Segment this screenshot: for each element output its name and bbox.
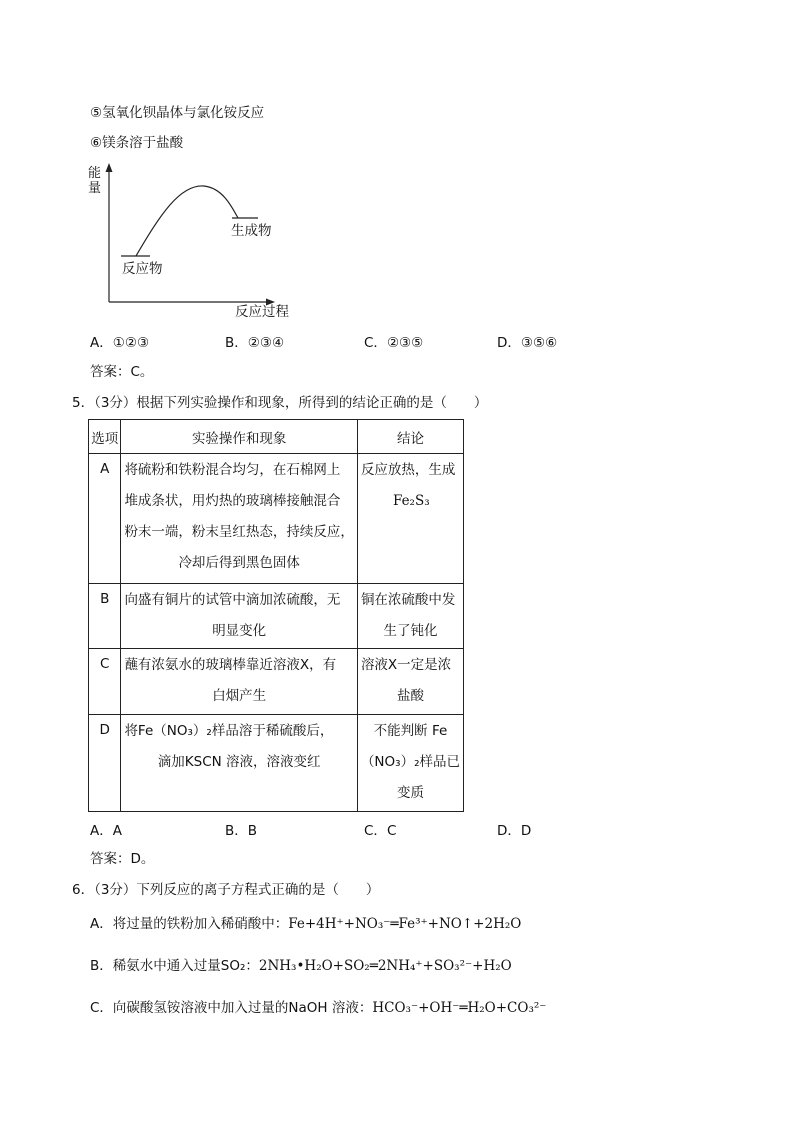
row-a-conclusion: 反应放热，生成 Fe₂S₃ (357, 454, 463, 584)
products-label: 生成物 (231, 223, 272, 239)
header-operation: 实验操作和现象 (121, 420, 358, 454)
q6-option-b: B．稀氨水中通入过量SO₂：2NH₃•H₂O+SO₂═2NH₄⁺+SO₃²⁻+H₂O (90, 958, 512, 974)
q5-answer: 答案：D。 (90, 851, 155, 867)
y-axis-label-2: 量 (88, 181, 102, 196)
energy-diagram-svg (88, 160, 308, 325)
row-d-option: D (89, 715, 121, 812)
header-option: 选项 (89, 420, 121, 454)
energy-curve (136, 186, 238, 256)
q5-option-c: C．C (364, 823, 397, 839)
q6-option-a: A．将过量的铁粉加入稀硝酸中：Fe+4H⁺+NO₃⁻═Fe³⁺+NO↑+2H₂O (90, 916, 522, 932)
row-b-operation: 向盛有铜片的试管中滴加浓硫酸，无 明显变化 (121, 584, 358, 649)
q6-stem: 6．（3分）下列反应的离子方程式正确的是（ ） (72, 882, 380, 898)
row-d-conclusion: 不能判断 Fe （NO₃）₂样品已 变质 (357, 715, 463, 812)
x-axis-label: 反应过程 (235, 304, 289, 320)
q4-option-a: A．①②③ (90, 335, 150, 351)
table-row (89, 715, 464, 812)
item-5: ⑤氢氧化钡晶体与氯化铵反应 (90, 105, 265, 121)
energy-diagram (88, 160, 308, 325)
item-6: ⑥镁条溶于盐酸 (90, 135, 184, 151)
row-b-conclusion: 铜在浓硫酸中发 生了钝化 (357, 584, 463, 649)
q6-option-b-equation: 2NH₃•H₂O+SO₂═2NH₄⁺+SO₃²⁻+H₂O (258, 958, 512, 974)
q4-option-d: D．③⑤⑥ (497, 335, 558, 351)
row-c-conclusion: 溶液X一定是浓 盐酸 (357, 649, 463, 715)
reactants-label: 反应物 (122, 261, 163, 277)
table-header-row (89, 420, 464, 454)
q6-option-c-equation: HCO₃⁻+OH⁻═H₂O+CO₃²⁻ (372, 1000, 547, 1016)
row-a-operation: 将硫粉和铁粉混合均匀，在石棉网上 堆成条状，用灼热的玻璃棒接触混合 粉末一端，粉末呈红热态，持续反应， 冷却后得到黑色固体 (121, 454, 358, 584)
table-row (89, 454, 464, 584)
table-row (89, 584, 464, 649)
q6-option-a-equation: Fe+4H⁺+NO₃⁻═Fe³⁺+NO↑+2H₂O (288, 916, 522, 932)
q4-answer: 答案：C。 (90, 364, 154, 380)
q5-option-b: B．B (225, 823, 258, 839)
q4-option-c: C．②③⑤ (364, 335, 424, 351)
q5-option-d: D．D (497, 823, 532, 839)
y-axis-arrow (106, 163, 113, 172)
row-d-operation: 将Fe（NO₃）₂样品溶于稀硫酸后， 滴加KSCN 溶液，溶液变红 (121, 715, 358, 812)
row-b-option: B (89, 584, 121, 649)
fe2s3-formula: Fe₂S₃ (392, 493, 430, 509)
header-conclusion: 结论 (357, 420, 463, 454)
table-row (89, 649, 464, 715)
q4-option-b: B．②③④ (225, 335, 285, 351)
row-a-option: A (89, 454, 121, 584)
q5-stem: 5．（3分）根据下列实验操作和现象，所得到的结论正确的是（ ） (72, 395, 488, 411)
row-c-operation: 蘸有浓氨水的玻璃棒靠近溶液X，有 白烟产生 (121, 649, 358, 715)
y-axis-label-1: 能 (88, 166, 102, 181)
experiment-table (88, 419, 464, 812)
q6-option-c: C．向碳酸氢铵溶液中加入过量的NaOH 溶液：HCO₃⁻+OH⁻═H₂O+CO₃²⁻ (90, 1000, 547, 1016)
row-c-option: C (89, 649, 121, 715)
q5-option-a: A．A (90, 823, 122, 839)
